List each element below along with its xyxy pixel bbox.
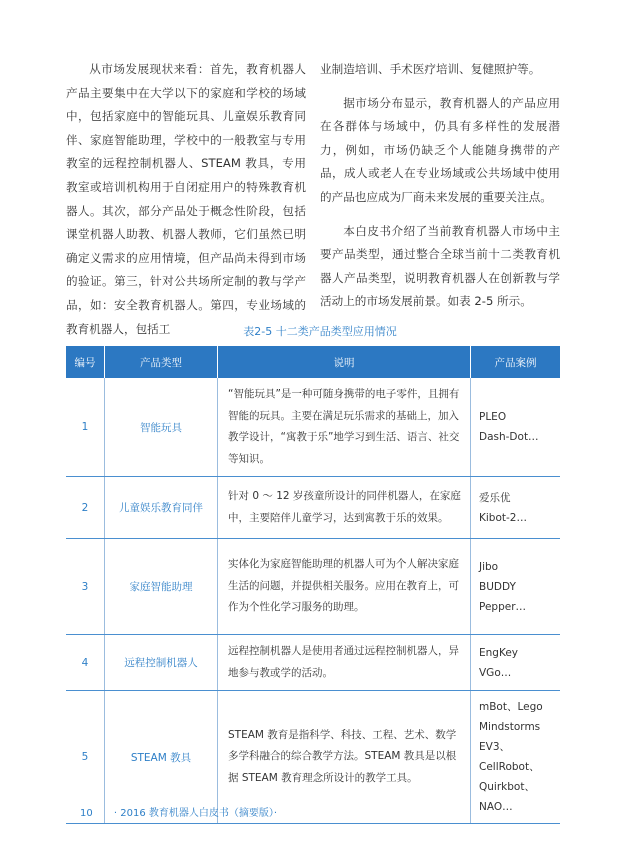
row-type: 智能玩具 [105,378,218,477]
product-type-table [66,346,560,824]
row-num: 3 [66,539,105,635]
row-desc: “智能玩具”是一种可随身携带的电子零件，且拥有智能的玩具。主要在满足玩乐需求的基础上，加入教学设计，“寓教于乐”地学习到生活、语言、社交等知识。 [218,378,471,477]
table-row [66,635,560,691]
row-num: 1 [66,378,105,477]
row-cases: mBot、Lego Mindstorms EV3、CellRobot、 Quirkbot、NAO… [471,691,561,824]
row-desc: 远程控制机器人是使用者通过远程控制机器人，异地参与教或学的活动。 [218,635,471,691]
row-type: 儿童娱乐教育同伴 [105,477,218,539]
table-row [66,378,560,477]
row-cases: PLEO Dash-Dot… [471,378,561,477]
table-header-row [66,346,560,378]
row-desc: 针对 0 ～ 12 岁孩童所设计的同伴机器人，在家庭中，主要陪伴儿童学习，达到寓教于乐的效果。 [218,477,471,539]
body-columns [66,58,560,341]
left-column [66,58,306,341]
right-column [320,58,560,341]
row-num: 2 [66,477,105,539]
footer-title: · 2016 教育机器人白皮书（摘要版）· [113,808,278,819]
row-desc: STEAM 教育是指科学、科技、工程、艺术、数学多学科融合的综合教学方法。STEAM 教具是以根据 STEAM 教育理念所设计的教学工具。 [218,691,471,824]
row-cases: EngKey VGo… [471,635,561,691]
table-caption: 表2-5 十二类产品类型应用情况 [243,325,397,338]
row-type: 家庭智能助理 [105,539,218,635]
header-cases: 产品案例 [471,346,561,378]
row-num: 4 [66,635,105,691]
row-num: 5 [66,691,105,824]
row-desc: 实体化为家庭智能助理的机器人可为个人解决家庭生活的问题，并提供相关服务。应用在教育上，可作为个性化学习服务的助理。 [218,539,471,635]
table-row [66,539,560,635]
table-row [66,477,560,539]
page-footer [80,804,277,819]
body-paragraph: 本白皮书介绍了当前教育机器人市场中主要产品类型，通过整合全球当前十二类教育机器人产品类型，说明教育机器人在创新教与学活动上的市场发展前景。如表 2-5 所示。 [320,223,560,309]
body-paragraph: 据市场分布显示，教育机器人的产品应用在各群体与场域中，仍具有多样性的发展潜力，例如，市场仍缺乏个人能随身携带的产品，成人或老人在专业场域或公共场域中使用的产品也应成为厂商未来发展的重要关注点。 [320,95,560,204]
header-type: 产品类型 [105,346,218,378]
header-num: 编号 [66,346,105,378]
row-cases: Jibo BUDDY Pepper… [471,539,561,635]
header-desc: 说明 [218,346,471,378]
row-cases: 爱乐优 Kibot-2… [471,477,561,539]
page-number: 10 [80,808,93,819]
body-paragraph: 从市场发展现状来看：首先，教育机器人产品主要集中在大学以下的家庭和学校的场域中，包括家庭中的智能玩具、儿童娱乐教育同伴、家庭智能助理，学校中的一般教室与专用教室的远程控制机器人、STEAM 教具，专用教室或培训机构用于自闭症用户的特殊教育机器人。其次，部分产品处于概念性阶段，包括课堂机器人助教、机器人教师，它们虽然已明确定义需求的应用情境，但产品尚未得到市场的验证。第三，针对公共场所定制的教与学产品，如：安全教育机器人。第四，专业场域的教育机器人，包括工 [66,62,306,336]
row-type: STEAM 教具 [105,691,218,824]
row-type: 远程控制机器人 [105,635,218,691]
body-paragraph: 业制造培训、手术医疗培训、复健照护等。 [320,62,541,76]
